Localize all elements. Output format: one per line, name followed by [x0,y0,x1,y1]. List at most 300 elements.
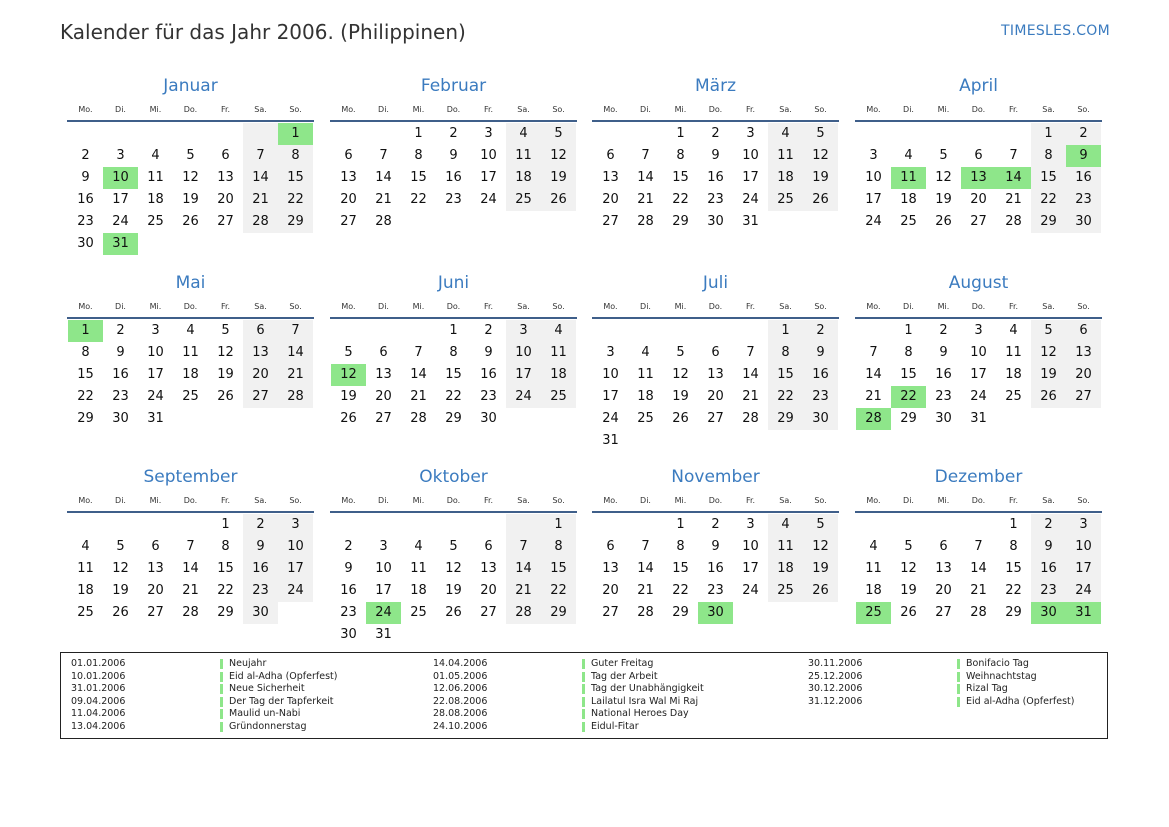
day-cell[interactable]: 5 [344,345,353,360]
day-cell[interactable]: 21 [410,389,427,404]
day-cell[interactable]: 29 [445,411,462,426]
day-cell[interactable]: 15 [278,167,313,189]
day-cell[interactable]: 28 [742,411,759,426]
day-cell[interactable]: 13 [147,561,164,576]
day-cell[interactable]: 23 [243,580,278,602]
day-cell[interactable]: 26 [541,189,576,211]
day-cell[interactable]: 15 [900,367,917,382]
day-cell[interactable]: 2 [711,126,720,141]
day-cell[interactable]: 4 [869,539,878,554]
day-cell[interactable]: 10 [970,345,987,360]
day-cell[interactable]: 19 [803,558,838,580]
day-cell[interactable]: 23 [1066,189,1101,211]
day-cell[interactable]: 18 [865,583,882,598]
day-cell[interactable]: 25 [410,605,427,620]
day-cell[interactable]: 5 [186,148,195,163]
day-cell[interactable]: 1 [676,126,685,141]
day-cell[interactable]: 16 [707,170,724,185]
day-cell[interactable]: 22 [217,583,234,598]
day-cell[interactable]: 25 [900,214,917,229]
day-cell[interactable]: 2 [1066,123,1101,145]
holiday-day-cell[interactable]: 24 [366,602,401,624]
holiday-day-cell[interactable]: 13 [961,167,996,189]
day-cell[interactable]: 3 [506,320,541,342]
day-cell[interactable]: 24 [865,214,882,229]
day-cell[interactable]: 20 [243,364,278,386]
day-cell[interactable]: 6 [344,148,353,163]
day-cell[interactable]: 20 [147,583,164,598]
day-cell[interactable]: 15 [768,364,803,386]
day-cell[interactable]: 11 [77,561,94,576]
day-cell[interactable]: 17 [375,583,392,598]
day-cell[interactable]: 25 [768,580,803,602]
day-cell[interactable]: 27 [602,214,619,229]
day-cell[interactable]: 8 [221,539,230,554]
day-cell[interactable]: 1 [414,126,423,141]
day-cell[interactable]: 22 [1031,189,1066,211]
day-cell[interactable]: 5 [116,539,125,554]
holiday-day-cell[interactable]: 31 [103,233,138,255]
day-cell[interactable]: 15 [77,367,94,382]
day-cell[interactable]: 19 [112,583,129,598]
day-cell[interactable]: 4 [904,148,913,163]
day-cell[interactable]: 23 [707,192,724,207]
day-cell[interactable]: 7 [414,345,423,360]
day-cell[interactable]: 21 [637,192,654,207]
day-cell[interactable]: 15 [672,170,689,185]
day-cell[interactable]: 1 [676,517,685,532]
day-cell[interactable]: 22 [768,386,803,408]
day-cell[interactable]: 10 [278,536,313,558]
holiday-day-cell[interactable]: 12 [331,364,366,386]
day-cell[interactable]: 12 [672,367,689,382]
day-cell[interactable]: 14 [742,367,759,382]
day-cell[interactable]: 27 [935,605,952,620]
day-cell[interactable]: 6 [711,345,720,360]
holiday-day-cell[interactable]: 10 [103,167,138,189]
day-cell[interactable]: 13 [340,170,357,185]
day-cell[interactable]: 20 [707,389,724,404]
day-cell[interactable]: 18 [506,167,541,189]
day-cell[interactable]: 11 [182,345,199,360]
day-cell[interactable]: 5 [449,539,458,554]
day-cell[interactable]: 26 [112,605,129,620]
day-cell[interactable]: 5 [939,148,948,163]
day-cell[interactable]: 30 [803,408,838,430]
day-cell[interactable]: 18 [900,192,917,207]
day-cell[interactable]: 27 [217,214,234,229]
day-cell[interactable]: 4 [641,345,650,360]
day-cell[interactable]: 13 [935,561,952,576]
day-cell[interactable]: 26 [935,214,952,229]
day-cell[interactable]: 29 [541,602,576,624]
day-cell[interactable]: 3 [116,148,125,163]
day-cell[interactable]: 3 [974,323,983,338]
day-cell[interactable]: 4 [1009,323,1018,338]
day-cell[interactable]: 17 [506,364,541,386]
day-cell[interactable]: 8 [904,345,913,360]
day-cell[interactable]: 11 [637,367,654,382]
day-cell[interactable]: 30 [707,214,724,229]
day-cell[interactable]: 2 [116,323,125,338]
day-cell[interactable]: 6 [606,539,615,554]
day-cell[interactable]: 4 [414,539,423,554]
day-cell[interactable]: 26 [1031,386,1066,408]
day-cell[interactable]: 11 [147,170,164,185]
day-cell[interactable]: 13 [602,170,619,185]
day-cell[interactable]: 6 [1066,320,1101,342]
day-cell[interactable]: 19 [935,192,952,207]
day-cell[interactable]: 19 [217,367,234,382]
day-cell[interactable]: 12 [445,561,462,576]
day-cell[interactable]: 9 [939,345,948,360]
day-cell[interactable]: 22 [1005,583,1022,598]
day-cell[interactable]: 13 [1066,342,1101,364]
day-cell[interactable]: 29 [77,411,94,426]
day-cell[interactable]: 9 [711,539,720,554]
day-cell[interactable]: 28 [637,605,654,620]
day-cell[interactable]: 7 [974,539,983,554]
day-cell[interactable]: 17 [480,170,497,185]
day-cell[interactable]: 24 [147,389,164,404]
day-cell[interactable]: 4 [768,514,803,536]
day-cell[interactable]: 24 [602,411,619,426]
day-cell[interactable]: 10 [480,148,497,163]
day-cell[interactable]: 16 [445,170,462,185]
day-cell[interactable]: 8 [1009,539,1018,554]
day-cell[interactable]: 3 [484,126,493,141]
day-cell[interactable]: 5 [904,539,913,554]
day-cell[interactable]: 28 [1005,214,1022,229]
day-cell[interactable]: 29 [278,211,313,233]
day-cell[interactable]: 30 [480,411,497,426]
day-cell[interactable]: 15 [672,561,689,576]
day-cell[interactable]: 14 [637,561,654,576]
day-cell[interactable]: 25 [506,189,541,211]
day-cell[interactable]: 5 [541,123,576,145]
day-cell[interactable]: 24 [112,214,129,229]
day-cell[interactable]: 3 [151,323,160,338]
day-cell[interactable]: 31 [602,433,619,448]
day-cell[interactable]: 15 [1031,167,1066,189]
day-cell[interactable]: 6 [221,148,230,163]
day-cell[interactable]: 29 [900,411,917,426]
day-cell[interactable]: 5 [803,514,838,536]
day-cell[interactable]: 4 [768,123,803,145]
day-cell[interactable]: 6 [379,345,388,360]
day-cell[interactable]: 4 [186,323,195,338]
day-cell[interactable]: 27 [602,605,619,620]
day-cell[interactable]: 9 [484,345,493,360]
day-cell[interactable]: 23 [935,389,952,404]
day-cell[interactable]: 26 [182,214,199,229]
day-cell[interactable]: 30 [935,411,952,426]
day-cell[interactable]: 14 [865,367,882,382]
day-cell[interactable]: 12 [935,170,952,185]
day-cell[interactable]: 9 [803,342,838,364]
day-cell[interactable]: 14 [506,558,541,580]
day-cell[interactable]: 21 [375,192,392,207]
day-cell[interactable]: 26 [672,411,689,426]
day-cell[interactable]: 22 [278,189,313,211]
day-cell[interactable]: 28 [375,214,392,229]
day-cell[interactable]: 26 [900,605,917,620]
day-cell[interactable]: 10 [742,148,759,163]
holiday-day-cell[interactable]: 30 [1031,602,1066,624]
day-cell[interactable]: 2 [803,320,838,342]
day-cell[interactable]: 11 [865,561,882,576]
day-cell[interactable]: 8 [278,145,313,167]
holiday-day-cell[interactable]: 1 [278,123,313,145]
day-cell[interactable]: 25 [77,605,94,620]
day-cell[interactable]: 10 [602,367,619,382]
holiday-day-cell[interactable]: 9 [1066,145,1101,167]
day-cell[interactable]: 18 [182,367,199,382]
day-cell[interactable]: 9 [1031,536,1066,558]
day-cell[interactable]: 8 [676,539,685,554]
day-cell[interactable]: 9 [344,561,353,576]
day-cell[interactable]: 7 [641,539,650,554]
day-cell[interactable]: 23 [707,583,724,598]
day-cell[interactable]: 29 [1031,211,1066,233]
day-cell[interactable]: 21 [970,583,987,598]
day-cell[interactable]: 5 [803,123,838,145]
day-cell[interactable]: 30 [77,236,94,251]
day-cell[interactable]: 19 [1031,364,1066,386]
holiday-day-cell[interactable]: 30 [698,602,733,624]
day-cell[interactable]: 9 [243,536,278,558]
day-cell[interactable]: 7 [1009,148,1018,163]
day-cell[interactable]: 3 [1066,514,1101,536]
day-cell[interactable]: 3 [278,514,313,536]
day-cell[interactable]: 24 [506,386,541,408]
day-cell[interactable]: 20 [602,192,619,207]
day-cell[interactable]: 27 [375,411,392,426]
day-cell[interactable]: 28 [506,602,541,624]
day-cell[interactable]: 25 [541,386,576,408]
day-cell[interactable]: 1 [541,514,576,536]
day-cell[interactable]: 17 [278,558,313,580]
day-cell[interactable]: 1 [221,517,230,532]
day-cell[interactable]: 7 [506,536,541,558]
day-cell[interactable]: 17 [112,192,129,207]
day-cell[interactable]: 23 [77,214,94,229]
day-cell[interactable]: 4 [541,320,576,342]
day-cell[interactable]: 29 [768,408,803,430]
day-cell[interactable]: 7 [869,345,878,360]
day-cell[interactable]: 25 [637,411,654,426]
day-cell[interactable]: 3 [869,148,878,163]
day-cell[interactable]: 22 [410,192,427,207]
day-cell[interactable]: 31 [742,214,759,229]
day-cell[interactable]: 1 [768,320,803,342]
day-cell[interactable]: 18 [147,192,164,207]
day-cell[interactable]: 4 [151,148,160,163]
day-cell[interactable]: 1 [1031,123,1066,145]
day-cell[interactable]: 5 [676,345,685,360]
day-cell[interactable]: 12 [803,536,838,558]
day-cell[interactable]: 17 [970,367,987,382]
day-cell[interactable]: 7 [746,345,755,360]
day-cell[interactable]: 15 [217,561,234,576]
day-cell[interactable]: 18 [768,558,803,580]
day-cell[interactable]: 20 [480,583,497,598]
day-cell[interactable]: 19 [182,192,199,207]
day-cell[interactable]: 12 [1031,342,1066,364]
day-cell[interactable]: 12 [541,145,576,167]
day-cell[interactable]: 12 [803,145,838,167]
day-cell[interactable]: 12 [182,170,199,185]
day-cell[interactable]: 29 [672,605,689,620]
day-cell[interactable]: 11 [1005,345,1022,360]
day-cell[interactable]: 27 [480,605,497,620]
day-cell[interactable]: 2 [449,126,458,141]
day-cell[interactable]: 2 [243,514,278,536]
day-cell[interactable]: 3 [746,126,755,141]
day-cell[interactable]: 11 [506,145,541,167]
day-cell[interactable]: 2 [1031,514,1066,536]
day-cell[interactable]: 7 [641,148,650,163]
day-cell[interactable]: 28 [182,605,199,620]
day-cell[interactable]: 3 [606,345,615,360]
day-cell[interactable]: 12 [112,561,129,576]
day-cell[interactable]: 13 [243,342,278,364]
day-cell[interactable]: 9 [449,148,458,163]
day-cell[interactable]: 19 [340,389,357,404]
day-cell[interactable]: 18 [541,364,576,386]
day-cell[interactable]: 22 [672,583,689,598]
day-cell[interactable]: 30 [112,411,129,426]
day-cell[interactable]: 3 [746,517,755,532]
day-cell[interactable]: 26 [340,411,357,426]
day-cell[interactable]: 9 [711,148,720,163]
day-cell[interactable]: 8 [81,345,90,360]
day-cell[interactable]: 24 [278,580,313,602]
day-cell[interactable]: 9 [116,345,125,360]
day-cell[interactable]: 29 [672,214,689,229]
day-cell[interactable]: 8 [541,536,576,558]
day-cell[interactable]: 20 [340,192,357,207]
day-cell[interactable]: 16 [803,364,838,386]
day-cell[interactable]: 24 [1066,580,1101,602]
day-cell[interactable]: 8 [768,342,803,364]
day-cell[interactable]: 1 [449,323,458,338]
holiday-day-cell[interactable]: 31 [1066,602,1101,624]
day-cell[interactable]: 8 [449,345,458,360]
day-cell[interactable]: 17 [1066,558,1101,580]
day-cell[interactable]: 21 [182,583,199,598]
day-cell[interactable]: 15 [541,558,576,580]
day-cell[interactable]: 19 [900,583,917,598]
day-cell[interactable]: 27 [1066,386,1101,408]
day-cell[interactable]: 23 [803,386,838,408]
day-cell[interactable]: 18 [1005,367,1022,382]
day-cell[interactable]: 23 [480,389,497,404]
day-cell[interactable]: 3 [379,539,388,554]
day-cell[interactable]: 1 [904,323,913,338]
day-cell[interactable]: 14 [243,167,278,189]
day-cell[interactable]: 7 [243,145,278,167]
day-cell[interactable]: 10 [147,345,164,360]
day-cell[interactable]: 16 [935,367,952,382]
day-cell[interactable]: 20 [217,192,234,207]
day-cell[interactable]: 17 [147,367,164,382]
day-cell[interactable]: 10 [506,342,541,364]
day-cell[interactable]: 20 [375,389,392,404]
day-cell[interactable]: 4 [81,539,90,554]
day-cell[interactable]: 16 [340,583,357,598]
day-cell[interactable]: 25 [768,189,803,211]
day-cell[interactable]: 10 [742,539,759,554]
day-cell[interactable]: 27 [340,214,357,229]
day-cell[interactable]: 30 [1066,211,1101,233]
day-cell[interactable]: 22 [77,389,94,404]
day-cell[interactable]: 19 [672,389,689,404]
holiday-day-cell[interactable]: 25 [856,602,891,624]
day-cell[interactable]: 21 [742,389,759,404]
day-cell[interactable]: 19 [803,167,838,189]
day-cell[interactable]: 2 [939,323,948,338]
day-cell[interactable]: 18 [768,167,803,189]
day-cell[interactable]: 15 [1005,561,1022,576]
day-cell[interactable]: 2 [711,517,720,532]
day-cell[interactable]: 22 [445,389,462,404]
day-cell[interactable]: 11 [768,145,803,167]
holiday-day-cell[interactable]: 14 [996,167,1031,189]
day-cell[interactable]: 14 [375,170,392,185]
day-cell[interactable]: 20 [1066,364,1101,386]
day-cell[interactable]: 8 [1031,145,1066,167]
day-cell[interactable]: 6 [939,539,948,554]
day-cell[interactable]: 28 [637,214,654,229]
day-cell[interactable]: 24 [970,389,987,404]
day-cell[interactable]: 26 [803,189,838,211]
day-cell[interactable]: 21 [637,583,654,598]
day-cell[interactable]: 20 [935,583,952,598]
day-cell[interactable]: 17 [742,170,759,185]
day-cell[interactable]: 13 [217,170,234,185]
day-cell[interactable]: 27 [707,411,724,426]
holiday-day-cell[interactable]: 28 [856,408,891,430]
day-cell[interactable]: 9 [81,170,90,185]
day-cell[interactable]: 21 [243,189,278,211]
day-cell[interactable]: 24 [480,192,497,207]
day-cell[interactable]: 21 [278,364,313,386]
day-cell[interactable]: 17 [865,192,882,207]
day-cell[interactable]: 7 [186,539,195,554]
day-cell[interactable]: 28 [243,211,278,233]
day-cell[interactable]: 13 [707,367,724,382]
day-cell[interactable]: 31 [970,411,987,426]
day-cell[interactable]: 14 [182,561,199,576]
day-cell[interactable]: 24 [742,192,759,207]
day-cell[interactable]: 31 [147,411,164,426]
day-cell[interactable]: 13 [480,561,497,576]
day-cell[interactable]: 12 [900,561,917,576]
day-cell[interactable]: 2 [484,323,493,338]
day-cell[interactable]: 16 [1031,558,1066,580]
day-cell[interactable]: 28 [278,386,313,408]
day-cell[interactable]: 5 [221,323,230,338]
day-cell[interactable]: 2 [344,539,353,554]
day-cell[interactable]: 15 [445,367,462,382]
day-cell[interactable]: 10 [1066,536,1101,558]
day-cell[interactable]: 22 [541,580,576,602]
day-cell[interactable]: 23 [445,192,462,207]
day-cell[interactable]: 12 [217,345,234,360]
day-cell[interactable]: 5 [1031,320,1066,342]
day-cell[interactable]: 17 [742,561,759,576]
